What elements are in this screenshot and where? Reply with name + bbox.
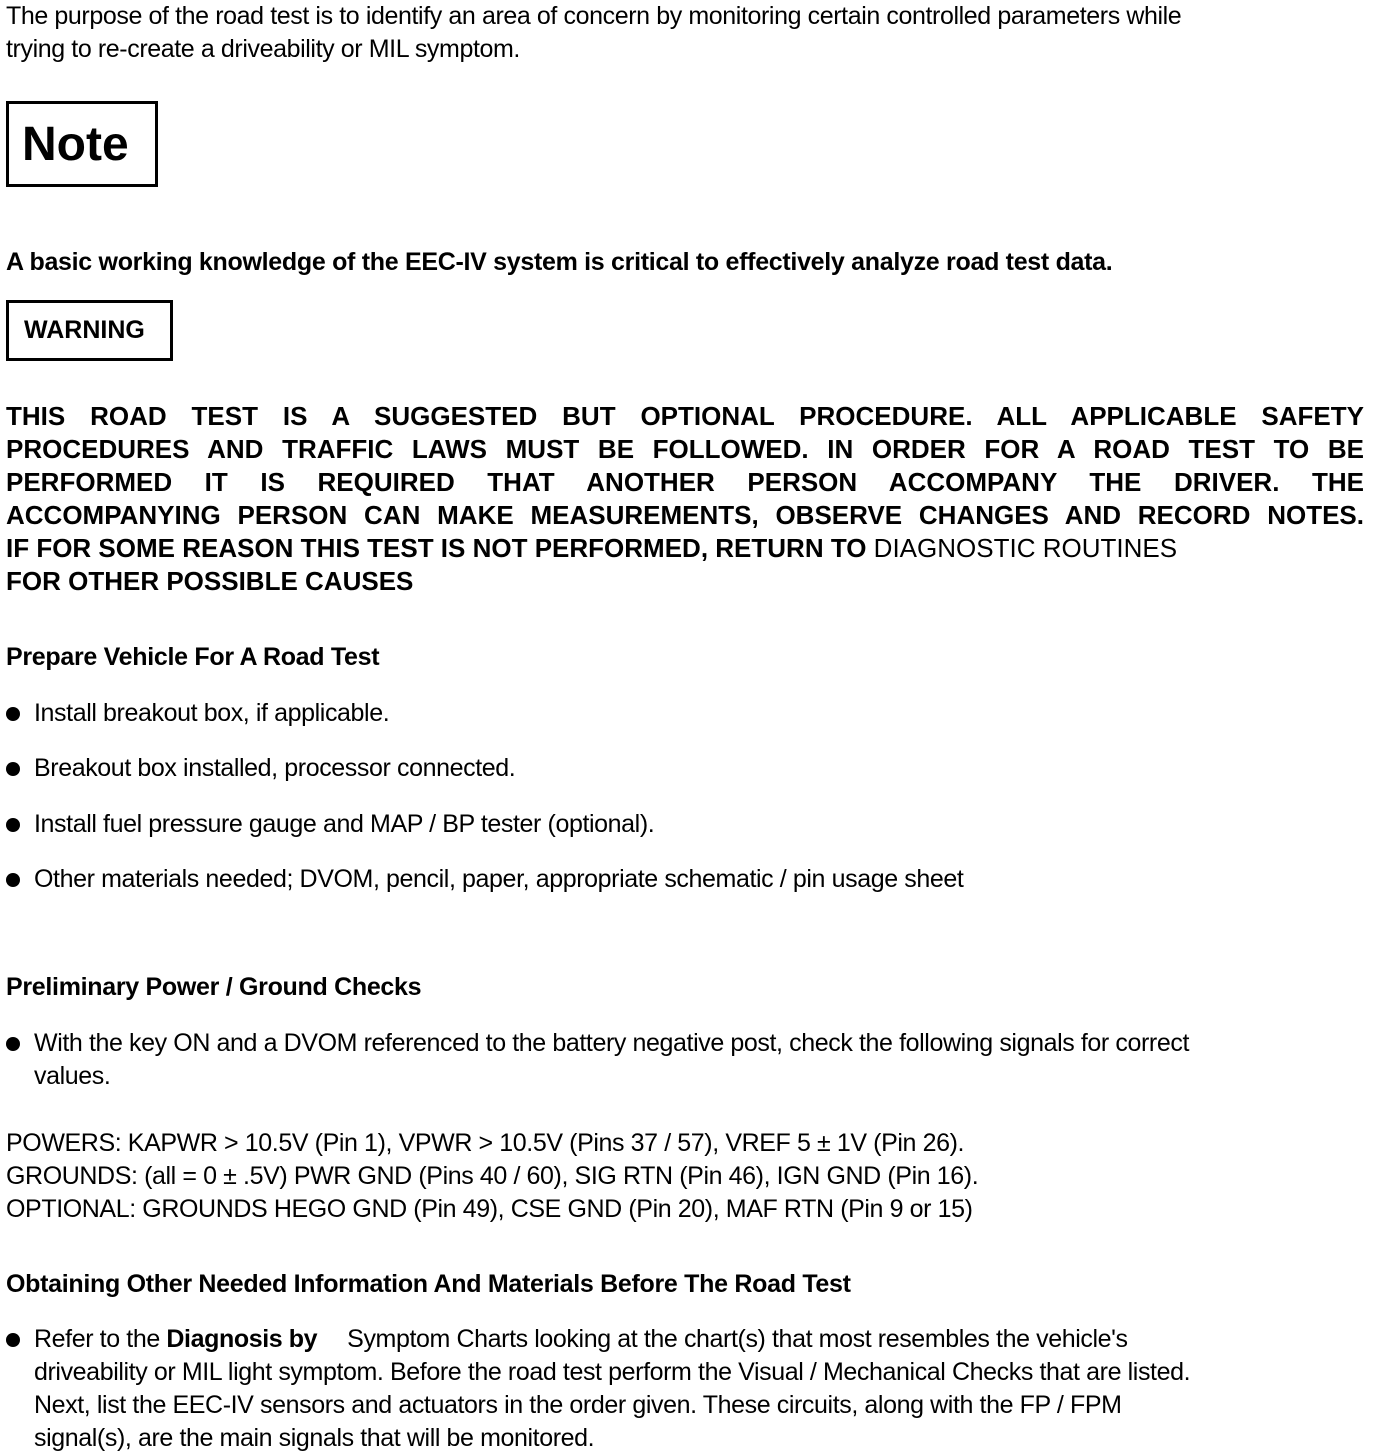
specs-block — [6, 1127, 978, 1226]
warning-line-5 — [6, 532, 1364, 565]
bullet-icon — [6, 1333, 20, 1347]
list-item — [6, 1027, 1366, 1093]
intro-line-1: The purpose of the road test is to identify an area of concern by monitoring certain controlled parameters while — [6, 2, 1182, 30]
refer-rest: Symptom Charts looking at the chart(s) that most resembles the vehicle's — [347, 1325, 1128, 1353]
warning-line-3: PERFORMED IT IS REQUIRED THAT ANOTHER PERSON ACCOMPANY THE DRIVER. THE — [6, 467, 1364, 497]
obtaining-line-1 — [34, 1323, 1366, 1356]
warning-line-5-light: DIAGNOSTIC ROUTINES — [866, 533, 1178, 563]
bullet-icon — [6, 818, 20, 832]
list-item — [6, 808, 1366, 841]
warning-line-2: PROCEDURES AND TRAFFIC LAWS MUST BE FOLLOWED. IN ORDER FOR A ROAD TEST TO BE — [6, 434, 1364, 464]
list-item-text: Breakout box installed, processor connected. — [34, 754, 516, 782]
warning-line-1: THIS ROAD TEST IS A SUGGESTED BUT OPTIONAL PROCEDURE. ALL APPLICABLE SAFETY — [6, 401, 1364, 431]
list-item-text: Install breakout box, if applicable. — [34, 699, 390, 727]
preliminary-item-line-1: With the key ON and a DVOM referenced to the battery negative post, check the following signals for correct — [34, 1029, 1190, 1057]
obtaining-line-3: Next, list the EEC-IV sensors and actuators in the order given. These circuits, along with the FP / FPM — [34, 1391, 1122, 1419]
optional-line: OPTIONAL: GROUNDS HEGO GND (Pin 49), CSE GND (Pin 20), MAF RTN (Pin 9 or 15) — [6, 1195, 973, 1223]
obtaining-line-4: signal(s), are the main signals that will be monitored. — [34, 1424, 595, 1452]
warning-line-6: FOR OTHER POSSIBLE CAUSES — [6, 566, 414, 596]
warning-box — [6, 300, 173, 361]
obtaining-heading: Obtaining Other Needed Information And Materials Before The Road Test — [6, 1270, 851, 1298]
warning-text — [6, 400, 1364, 598]
list-item-text: Other materials needed; DVOM, pencil, paper, appropriate schematic / pin usage sheet — [34, 865, 964, 893]
warning-line-5-bold: IF FOR SOME REASON THIS TEST IS NOT PERFORMED, RETURN TO — [6, 533, 867, 563]
list-item-text — [34, 1027, 1366, 1093]
intro-paragraph — [6, 0, 1181, 66]
list-item — [6, 697, 1366, 730]
powers-line: POWERS: KAPWR > 10.5V (Pin 1), VPWR > 10.5V (Pins 37 / 57), VREF 5 ± 1V (Pin 26). — [6, 1129, 965, 1157]
note-label: Note — [22, 117, 129, 171]
intro-line-2: trying to re-create a driveability or MIL symptom. — [6, 35, 520, 63]
list-item — [6, 1323, 1366, 1455]
diagnosis-by-reference[interactable]: Diagnosis by — [166, 1325, 318, 1353]
warning-label: WARNING — [24, 316, 145, 344]
list-item — [6, 752, 1366, 785]
bullet-icon — [6, 1037, 20, 1051]
grounds-line: GROUNDS: (all = 0 ± .5V) PWR GND (Pins 40 / 60), SIG RTN (Pin 46), IGN GND (Pin 16). — [6, 1162, 979, 1190]
prepare-heading: Prepare Vehicle For A Road Test — [6, 643, 380, 671]
warning-line-4: ACCOMPANYING PERSON CAN MAKE MEASUREMENTS, OBSERVE CHANGES AND RECORD NOTES. — [6, 500, 1364, 530]
list-item — [6, 863, 1366, 896]
note-text: A basic working knowledge of the EEC-IV system is critical to effectively analyze road test data. — [6, 248, 1113, 276]
bullet-icon — [6, 707, 20, 721]
bullet-icon — [6, 873, 20, 887]
preliminary-item-line-2: values. — [34, 1062, 111, 1090]
list-item-text — [34, 1323, 1366, 1455]
list-item-text: Install fuel pressure gauge and MAP / BP tester (optional). — [34, 810, 655, 838]
obtaining-line-2: driveability or MIL light symptom. Before the road test perform the Visual / Mechanical Checks that are listed. — [34, 1358, 1191, 1386]
refer-prefix: Refer to the — [34, 1325, 167, 1353]
note-box — [6, 101, 158, 187]
preliminary-heading: Preliminary Power / Ground Checks — [6, 973, 422, 1001]
bullet-icon — [6, 762, 20, 776]
